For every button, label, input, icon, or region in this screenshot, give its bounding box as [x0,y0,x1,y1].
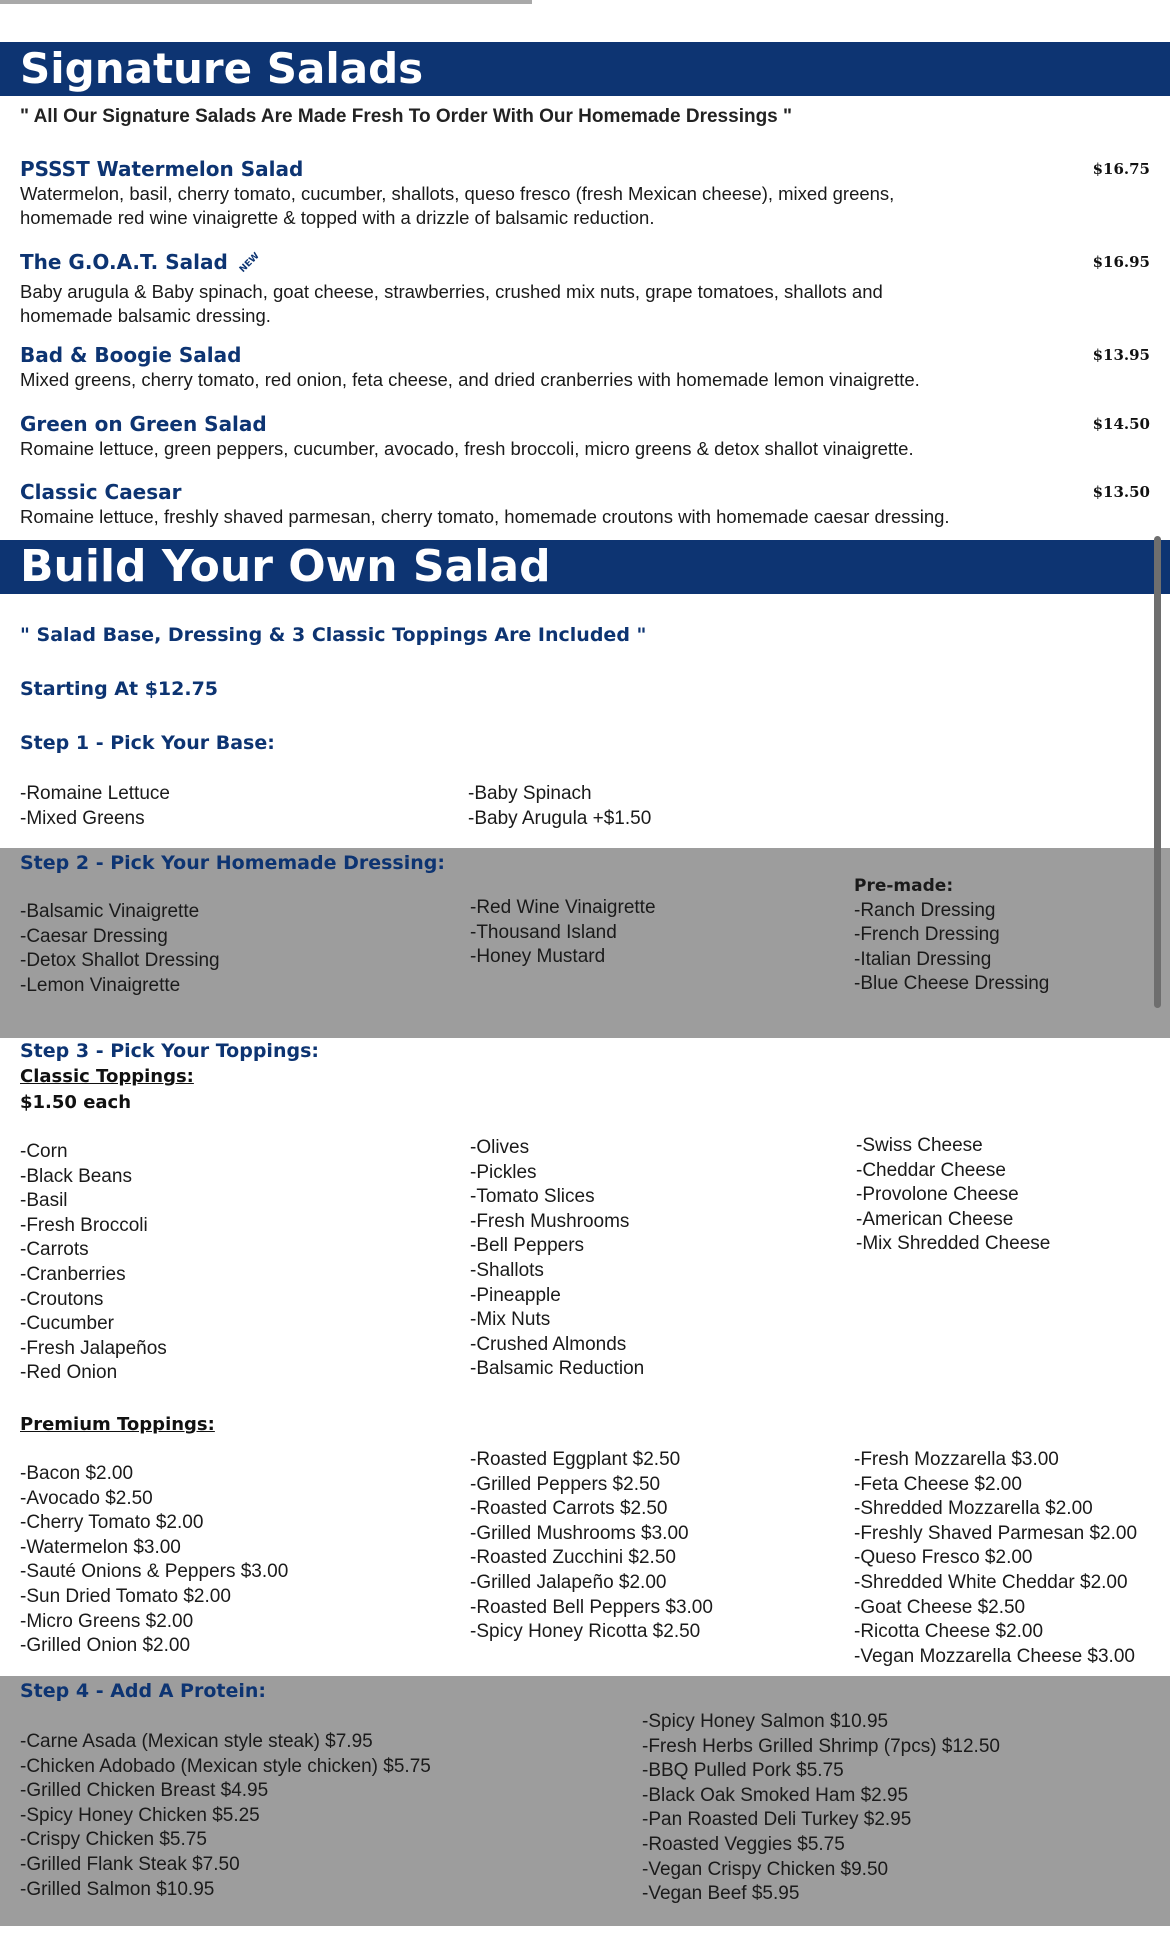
list-item: -Spicy Honey Ricotta $2.50 [470,1621,701,1643]
list-item: -Shallots [470,1259,544,1281]
list-item: -Cherry Tomato $2.00 [20,1512,204,1534]
menu-item [20,342,1150,392]
menu-item [20,479,1150,529]
step1-title: Step 1 - Pick Your Base: [20,732,275,754]
list-item: -Black Oak Smoked Ham $2.95 [642,1784,909,1806]
item-description: Romaine lettuce, green peppers, cucumber, avocado, fresh broccoli, micro greens & detox shallot vinaigrette. [20,438,914,459]
signature-salads-header: Signature Salads [0,42,1170,96]
menu-item [20,156,1150,230]
list-item: -Basil [20,1190,68,1212]
classic-col3 [856,1134,1050,1257]
list-item: -Baby Spinach [468,783,592,804]
list-item: -Olives [470,1137,530,1158]
list-item: -Roasted Veggies $5.75 [642,1833,845,1855]
list-item: -Avocado $2.50 [20,1487,153,1509]
list-item: -Goat Cheese $2.50 [854,1596,1026,1618]
list-item: -Shredded Mozzarella $2.00 [854,1498,1093,1520]
list-item: -Micro Greens $2.00 [20,1610,194,1632]
step4-col1 [20,1730,431,1902]
list-item: -Crushed Almonds [470,1333,627,1355]
list-item: -Red Wine Vinaigrette [470,897,656,918]
list-item: -Bell Peppers [470,1235,585,1257]
list-item: -BBQ Pulled Pork $5.75 [642,1760,844,1782]
list-item: -French Dressing [854,924,1000,946]
list-item: -Sauté Onions & Peppers $3.00 [20,1561,289,1583]
step2-col2 [470,896,656,970]
list-item: -Roasted Bell Peppers $3.00 [470,1596,713,1618]
list-item: -Sun Dried Tomato $2.00 [20,1585,231,1607]
list-item: -Vegan Mozzarella Cheese $3.00 [854,1645,1135,1667]
step2-col3 [854,874,1049,997]
list-item: -Shredded White Cheddar $2.00 [854,1571,1128,1593]
list-item: -Provolone Cheese [856,1184,1019,1206]
list-item: -Cucumber [20,1313,114,1335]
item-price: $16.75 [1092,160,1150,178]
list-item: -Ranch Dressing [854,899,996,921]
list-item: -Roasted Carrots $2.50 [470,1498,668,1520]
list-item: -Grilled Onion $2.00 [20,1635,191,1657]
list-item: -Romaine Lettuce [20,783,170,804]
list-item: -Vegan Crispy Chicken $9.50 [642,1858,889,1880]
list-item: -Mix Shredded Cheese [856,1233,1051,1255]
list-item: -Grilled Flank Steak $7.50 [20,1853,240,1875]
list-item: -Lemon Vinaigrette [20,974,181,996]
list-item: -Chicken Adobado (Mexican style chicken) $5.75 [20,1755,431,1777]
classic-col2 [470,1136,644,1382]
list-item: -Red Onion [20,1362,118,1384]
list-item: -Thousand Island [470,921,617,943]
list-item: -Honey Mustard [470,946,606,968]
list-item: -Bacon $2.00 [20,1463,134,1484]
list-item: -Fresh Herbs Grilled Shrimp (7pcs) $12.50 [642,1735,1000,1757]
list-item: -Cranberries [20,1263,126,1285]
list-item: -Tomato Slices [470,1186,595,1208]
list-item: -Watermelon $3.00 [20,1536,181,1558]
list-item: -Pickles [470,1161,537,1183]
list-item: -Grilled Peppers $2.50 [470,1473,661,1495]
list-item: -Carne Asada (Mexican style steak) $7.95 [20,1731,373,1752]
list-item: -Grilled Mushrooms $3.00 [470,1522,689,1544]
list-item: -Fresh Broccoli [20,1214,148,1236]
list-item: -Detox Shallot Dressing [20,950,220,972]
scrollbar[interactable] [1154,536,1161,1008]
list-item: -Fresh Mushrooms [470,1210,630,1232]
item-price: $16.95 [1092,253,1150,271]
step2-col1 [20,900,220,998]
list-item: -Grilled Chicken Breast $4.95 [20,1780,269,1802]
item-name: PSSST Watermelon Salad [20,157,304,181]
list-item: -Feta Cheese $2.00 [854,1473,1022,1495]
list-item: -Grilled Jalapeño $2.00 [470,1571,667,1593]
list-item: -Roasted Eggplant $2.50 [470,1449,681,1470]
top-progress-bar [0,0,532,4]
item-name: Classic Caesar [20,480,182,504]
list-item: -Black Beans [20,1165,132,1187]
list-item: -Grilled Salmon $10.95 [20,1878,215,1900]
list-item: -Swiss Cheese [856,1135,983,1156]
list-item: -Pineapple [470,1284,561,1306]
premium-toppings-title: Premium Toppings: [20,1414,215,1435]
classic-col1 [20,1140,167,1386]
build-your-own-header: Build Your Own Salad [0,540,1170,594]
list-item: -Carrots [20,1239,89,1261]
list-item: -Blue Cheese Dressing [854,973,1050,995]
list-item: -Ricotta Cheese $2.00 [854,1621,1044,1643]
step3-title: Step 3 - Pick Your Toppings: [20,1040,319,1062]
step4-title: Step 4 - Add A Protein: [20,1680,266,1702]
item-price: $13.50 [1092,483,1150,501]
list-item: -Pan Roasted Deli Turkey $2.95 [642,1809,912,1831]
step2-title: Step 2 - Pick Your Homemade Dressing: [20,852,445,874]
item-name: Bad & Boogie Salad [20,343,242,367]
item-price: $14.50 [1092,415,1150,433]
item-name-row [20,249,1150,280]
byo-tagline: " Salad Base, Dressing & 3 Classic Toppings Are Included " [20,624,647,646]
byo-starting-price: Starting At $12.75 [20,678,219,700]
list-item: -Corn [20,1141,68,1162]
item-description: Baby arugula & Baby spinach, goat cheese, strawberries, crushed mix nuts, grape tomatoes, shallots and homemade balsamic dressing. [20,281,883,326]
list-item: -Italian Dressing [854,948,992,970]
step1-col2 [468,782,651,831]
list-item: -Crispy Chicken $5.75 [20,1829,207,1851]
list-item: -Spicy Honey Salmon $10.95 [642,1711,889,1732]
list-item: -Cheddar Cheese [856,1159,1006,1181]
step4-col2 [642,1710,1000,1907]
item-name: The G.O.A.T. Salad [20,250,228,274]
item-description: Romaine lettuce, freshly shaved parmesan, cherry tomato, homemade croutons with homemade caesar dressing. [20,506,950,527]
list-item: -Freshly Shaved Parmesan $2.00 [854,1522,1138,1544]
list-item: -Fresh Jalapeños [20,1337,167,1359]
item-description: Mixed greens, cherry tomato, red onion, feta cheese, and dried cranberries with homemade lemon vinaigrette. [20,369,920,390]
step1-col1 [20,782,170,831]
menu-item [20,411,1150,461]
signature-tagline: " All Our Signature Salads Are Made Fresh To Order With Our Homemade Dressings " [20,106,793,127]
premium-col1 [20,1462,288,1659]
new-badge: NEW [237,251,262,275]
list-item: -Caesar Dressing [20,925,168,947]
list-item: -Vegan Beef $5.95 [642,1883,800,1905]
list-item: -Fresh Mozzarella $3.00 [854,1449,1059,1470]
item-description: Watermelon, basil, cherry tomato, cucumber, shallots, queso fresco (fresh Mexican cheese), mixed greens, homemade red wine vinaigrette & topped with a drizzle of balsamic reduction. [20,183,895,228]
item-price: $13.95 [1092,346,1150,364]
list-item: -Mixed Greens [20,807,145,829]
list-item: -Croutons [20,1288,104,1310]
menu-item [20,249,1150,328]
premium-col3 [854,1448,1137,1669]
premium-col2 [470,1448,713,1645]
list-item: -Mix Nuts [470,1309,551,1331]
list-item: -Roasted Zucchini $2.50 [470,1547,676,1569]
classic-toppings-title: Classic Toppings: [20,1066,194,1087]
item-name: Green on Green Salad [20,412,267,436]
classic-toppings-price: $1.50 each [20,1092,132,1113]
premade-title: Pre-made: [854,876,954,896]
list-item: -Spicy Honey Chicken $5.25 [20,1804,260,1826]
list-item: -American Cheese [856,1208,1014,1230]
list-item: -Baby Arugula +$1.50 [468,807,652,829]
list-item: -Balsamic Vinaigrette [20,901,200,922]
list-item: -Balsamic Reduction [470,1358,645,1380]
list-item: -Queso Fresco $2.00 [854,1547,1033,1569]
